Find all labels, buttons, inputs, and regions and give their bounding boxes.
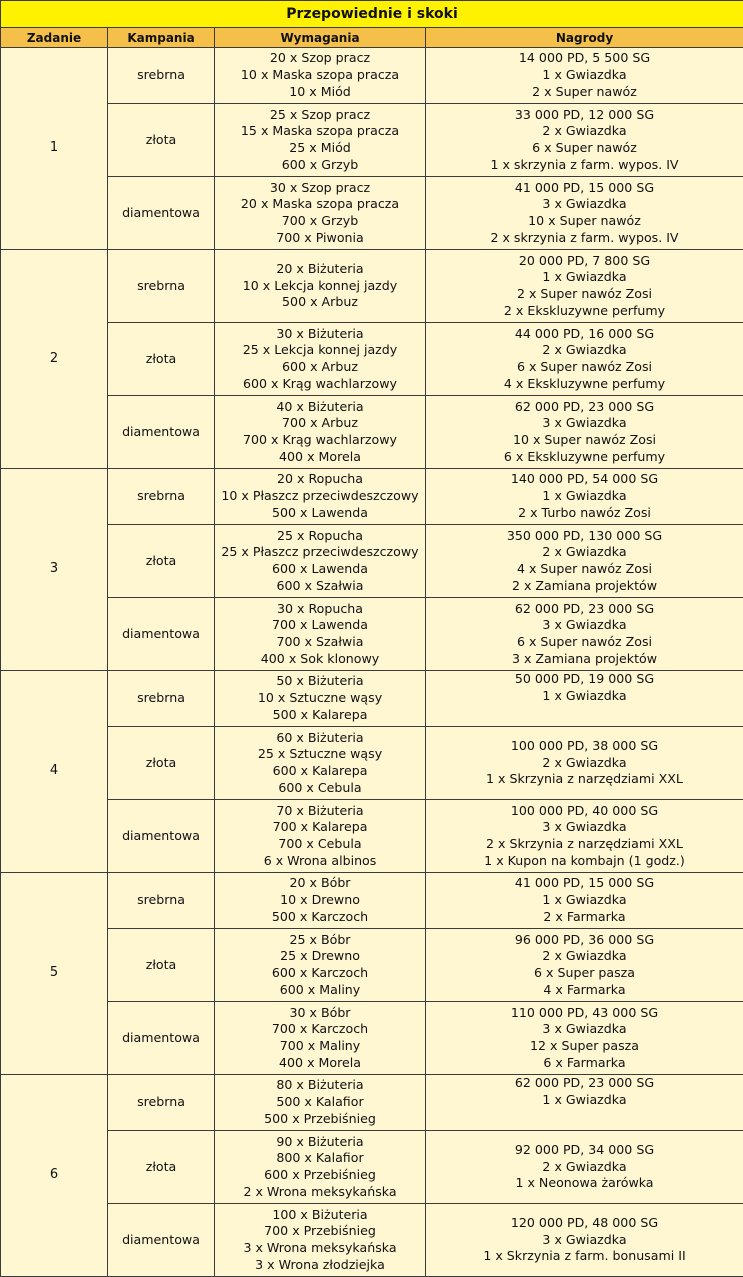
requirements-cell-line: 6 x Wrona albinos xyxy=(263,852,377,868)
requirements-cell-line: 500 x Przebiśnieg xyxy=(264,1110,376,1126)
rewards-cell-line: 1 x Kupon na kombajn (1 godz.) xyxy=(484,852,685,868)
table-row xyxy=(1,598,743,671)
requirements-cell-line: 90 x Biżuteria xyxy=(276,1133,364,1149)
requirements-cell-line: 25 x Płaszcz przeciwdeszczowy xyxy=(221,544,419,560)
rewards-cell xyxy=(426,104,743,177)
requirements-cell xyxy=(215,469,426,525)
rewards-cell xyxy=(426,1204,743,1277)
requirements-cell xyxy=(215,1204,426,1277)
requirements-cell-line: 10 x Miód xyxy=(289,83,351,99)
rewards-cell xyxy=(426,1075,743,1131)
rewards-cell xyxy=(426,1002,743,1075)
table-row xyxy=(1,1075,743,1131)
rewards-cell-line: 2 x Gwiazdka xyxy=(542,1158,627,1174)
rewards-cell-line: 2 x Gwiazdka xyxy=(542,123,627,139)
rewards-cell-line: 3 x Zamiana projektów xyxy=(511,650,658,666)
requirements-cell-line: 700 x Cebula xyxy=(278,836,362,851)
rewards-cell-line: 1 x Gwiazdka xyxy=(542,892,627,908)
table-row xyxy=(1,396,743,469)
table-row xyxy=(1,104,743,177)
rewards-cell xyxy=(426,396,743,469)
rewards-cell xyxy=(426,1131,743,1204)
requirements-cell-line: 700 x Kalarepa xyxy=(272,819,368,835)
requirements-cell-line: 400 x Morela xyxy=(279,448,361,464)
requirements-cell-line: 600 x Lawenda xyxy=(272,561,368,576)
requirements-cell-line: 25 x Drewno xyxy=(280,948,360,964)
rewards-cell xyxy=(426,250,743,323)
requirements-cell-line: 10 x Drewno xyxy=(280,892,360,908)
task-number: 1 xyxy=(1,48,108,250)
rewards-cell-line: 41 000 PD, 15 000 SG xyxy=(514,179,655,195)
requirements-cell-line: 700 x Przebiśnieg xyxy=(264,1223,376,1239)
table-row xyxy=(1,525,743,598)
rewards-cell-line: 1 x skrzynia z farm. wypos. IV xyxy=(490,156,679,172)
table-body xyxy=(1,48,743,1277)
rewards-cell-line: 2 x Gwiazdka xyxy=(542,754,627,770)
requirements-cell-line: 600 x Arbuz xyxy=(282,359,358,374)
requirements-cell-line: 30 x Biżuteria xyxy=(276,325,364,341)
requirements-cell-line: 600 x Karczoch xyxy=(271,965,369,980)
requirements-cell-line: 40 x Biżuteria xyxy=(276,398,364,414)
requirements-cell-line: 25 x Miód xyxy=(289,140,351,155)
requirements-cell-line: 500 x Lawenda xyxy=(272,504,368,520)
campaign-cell: srebrna xyxy=(108,469,215,525)
requirements-cell-line: 30 x Szop pracz xyxy=(269,179,371,195)
table-row xyxy=(1,177,743,250)
requirements-cell-line: 20 x Biżuteria xyxy=(276,260,364,276)
requirements-cell-line: 3 x Wrona złodziejka xyxy=(255,1256,385,1272)
requirements-cell-line: 25 x Ropucha xyxy=(277,527,363,543)
rewards-cell-line: 62 000 PD, 23 000 SG xyxy=(514,600,655,616)
rewards-cell-line: 96 000 PD, 36 000 SG xyxy=(514,931,655,947)
campaign-cell: złota xyxy=(108,929,215,1002)
task-number: 2 xyxy=(1,250,108,469)
requirements-cell-line: 3 x Wrona meksykańska xyxy=(243,1240,397,1255)
requirements-cell xyxy=(215,1002,426,1075)
requirements-cell-line: 700 x Lawenda xyxy=(272,617,368,633)
rewards-cell-line: 1 x Gwiazdka xyxy=(542,687,627,703)
campaign-cell: diamentowa xyxy=(108,598,215,671)
table-row xyxy=(1,873,743,929)
rewards-cell-line: 6 x Ekskluzywne perfumy xyxy=(503,448,666,464)
requirements-cell-line: 700 x Karczoch xyxy=(271,1021,369,1037)
requirements-cell-line: 25 x Szop pracz xyxy=(269,106,371,122)
rewards-cell-line: 1 x Skrzynia z narzędziami XXL xyxy=(486,771,683,787)
rewards-cell-line: 10 x Super nawóz Zosi xyxy=(512,432,657,447)
requirements-cell-line: 25 x Bóbr xyxy=(289,931,351,947)
requirements-cell-line: 25 x Sztuczne wąsy xyxy=(257,746,383,762)
rewards-cell-line: 1 x Gwiazdka xyxy=(542,67,627,83)
table-row xyxy=(1,323,743,396)
requirements-cell-line: 10 x Sztuczne wąsy xyxy=(257,690,383,706)
header-kampania: Kampania xyxy=(108,28,215,48)
requirements-cell-line: 800 x Kalafior xyxy=(276,1150,364,1166)
requirements-cell xyxy=(215,671,426,727)
rewards-cell-line: 4 x Farmarka xyxy=(543,981,626,997)
rewards-cell-line: 3 x Gwiazdka xyxy=(542,617,627,633)
campaign-cell: srebrna xyxy=(108,671,215,727)
campaign-cell: złota xyxy=(108,323,215,396)
rewards-cell-line: 4 x Ekskluzywne perfumy xyxy=(503,375,666,391)
rewards-cell-line: 3 x Gwiazdka xyxy=(542,819,627,835)
requirements-cell xyxy=(215,873,426,929)
rewards-cell-line: 140 000 PD, 54 000 SG xyxy=(510,471,659,487)
rewards-cell-line: 2 x Super nawóz Zosi xyxy=(516,286,653,301)
requirements-cell-line: 20 x Maska szopa pracza xyxy=(240,196,400,212)
campaign-cell: diamentowa xyxy=(108,396,215,469)
requirements-cell-line: 500 x Kalafior xyxy=(276,1094,364,1110)
task-number: 5 xyxy=(1,873,108,1075)
requirements-cell-line: 20 x Szop pracz xyxy=(269,50,371,66)
requirements-cell xyxy=(215,598,426,671)
requirements-cell-line: 700 x Szałwia xyxy=(276,634,364,649)
requirements-cell-line: 600 x Przebiśnieg xyxy=(264,1167,376,1182)
rewards-cell-line: 2 x Gwiazdka xyxy=(542,544,627,560)
rewards-cell-line: 62 000 PD, 23 000 SG xyxy=(514,1075,655,1090)
rewards-cell-line: 1 x Gwiazdka xyxy=(542,488,627,504)
rewards-cell-line: 33 000 PD, 12 000 SG xyxy=(514,106,655,122)
table-row xyxy=(1,800,743,873)
rewards-cell-line: 44 000 PD, 16 000 SG xyxy=(514,325,655,341)
rewards-cell-line: 3 x Gwiazdka xyxy=(542,415,627,431)
task-number: 6 xyxy=(1,1075,108,1277)
requirements-cell-line: 700 x Grzyb xyxy=(281,213,359,228)
rewards-cell-line: 2 x Turbo nawóz Zosi xyxy=(518,504,651,520)
rewards-cell-line: 2 x Ekskluzywne perfumy xyxy=(503,302,666,318)
requirements-cell-line: 400 x Morela xyxy=(279,1054,361,1070)
task-number: 3 xyxy=(1,469,108,671)
requirements-cell-line: 25 x Lekcja konnej jazdy xyxy=(242,342,398,358)
requirements-cell xyxy=(215,396,426,469)
rewards-cell-line: 6 x Super nawóz Zosi xyxy=(516,634,653,649)
table-row xyxy=(1,469,743,525)
rewards-cell-line: 110 000 PD, 43 000 SG xyxy=(510,1004,659,1020)
requirements-cell-line: 10 x Płaszcz przeciwdeszczowy xyxy=(221,488,419,504)
rewards-cell-line: 4 x Super nawóz Zosi xyxy=(516,561,653,576)
campaign-cell: srebrna xyxy=(108,48,215,104)
rewards-cell xyxy=(426,469,743,525)
campaign-cell: diamentowa xyxy=(108,177,215,250)
rewards-cell-line: 350 000 PD, 130 000 SG xyxy=(506,527,663,543)
rewards-cell-line: 6 x Super pasza xyxy=(534,965,635,980)
rewards-cell-line: 92 000 PD, 34 000 SG xyxy=(514,1141,655,1157)
requirements-cell-line: 600 x Szałwia xyxy=(276,577,364,593)
requirements-cell-line: 10 x Lekcja konnej jazdy xyxy=(242,277,398,293)
table-row xyxy=(1,671,743,727)
campaign-cell: srebrna xyxy=(108,250,215,323)
rewards-cell-line: 10 x Super nawóz xyxy=(528,213,641,228)
rewards-cell-line: 50 000 PD, 19 000 SG xyxy=(514,671,655,686)
requirements-cell-line: 700 x Krąg wachlarzowy xyxy=(242,432,398,447)
rewards-cell-line: 1 x Gwiazdka xyxy=(542,1091,627,1107)
rewards-cell-line: 2 x Super nawóz xyxy=(532,83,637,99)
rewards-cell xyxy=(426,873,743,929)
requirements-cell-line: 600 x Grzyb xyxy=(281,156,359,172)
rewards-cell-line: 3 x Gwiazdka xyxy=(542,196,627,212)
rewards-cell xyxy=(426,671,743,727)
requirements-cell-line: 70 x Biżuteria xyxy=(276,802,364,818)
requirements-cell xyxy=(215,177,426,250)
requirements-cell xyxy=(215,1075,426,1131)
rewards-cell xyxy=(426,48,743,104)
campaign-cell: srebrna xyxy=(108,1075,215,1131)
requirements-cell-line: 15 x Maska szopa pracza xyxy=(240,123,400,139)
table-row xyxy=(1,929,743,1002)
requirements-cell-line: 30 x Ropucha xyxy=(277,600,363,616)
rewards-cell-line: 62 000 PD, 23 000 SG xyxy=(514,398,655,414)
requirements-cell xyxy=(215,727,426,800)
campaign-cell: złota xyxy=(108,1131,215,1204)
rewards-cell xyxy=(426,800,743,873)
rewards-cell xyxy=(426,525,743,598)
rewards-cell-line: 1 x Skrzynia z farm. bonusami II xyxy=(483,1248,686,1264)
requirements-cell-line: 20 x Ropucha xyxy=(277,471,363,487)
requirements-cell xyxy=(215,800,426,873)
requirements-cell-line: 100 x Biżuteria xyxy=(272,1206,368,1222)
rewards-cell-line: 2 x skrzynia z farm. wypos. IV xyxy=(490,229,679,245)
requirements-cell xyxy=(215,323,426,396)
rewards-cell-line: 100 000 PD, 40 000 SG xyxy=(510,802,659,818)
campaign-cell: złota xyxy=(108,727,215,800)
rewards-cell-line: 2 x Gwiazdka xyxy=(542,342,627,358)
campaign-cell: złota xyxy=(108,525,215,598)
header-wymagania: Wymagania xyxy=(215,28,426,48)
requirements-cell xyxy=(215,525,426,598)
rewards-cell xyxy=(426,727,743,800)
requirements-cell-line: 600 x Kalarepa xyxy=(272,763,368,778)
table-row xyxy=(1,727,743,800)
campaign-cell: złota xyxy=(108,104,215,177)
rewards-cell-line: 6 x Super nawóz Zosi xyxy=(516,359,653,374)
rewards-cell xyxy=(426,598,743,671)
requirements-cell-line: 700 x Piwonia xyxy=(276,229,364,245)
task-number: 4 xyxy=(1,671,108,873)
campaign-cell: diamentowa xyxy=(108,1204,215,1277)
rewards-cell-line: 12 x Super pasza xyxy=(530,1038,639,1053)
requirements-cell xyxy=(215,250,426,323)
requirements-cell-line: 30 x Bóbr xyxy=(289,1004,351,1020)
requirements-cell-line: 700 x Maliny xyxy=(279,1038,361,1053)
rewards-cell-line: 3 x Gwiazdka xyxy=(542,1231,627,1247)
rewards-cell-line: 20 000 PD, 7 800 SG xyxy=(518,252,651,268)
requirements-cell xyxy=(215,929,426,1002)
requirements-cell-line: 700 x Arbuz xyxy=(282,415,358,431)
requirements-cell-line: 2 x Wrona meksykańska xyxy=(243,1183,397,1199)
table-row xyxy=(1,48,743,104)
campaign-cell: diamentowa xyxy=(108,800,215,873)
requirements-cell-line: 50 x Biżuteria xyxy=(276,673,364,689)
rewards-cell xyxy=(426,929,743,1002)
header-zadanie: Zadanie xyxy=(1,28,108,48)
table-row xyxy=(1,1204,743,1277)
requirements-cell-line: 10 x Maska szopa pracza xyxy=(240,67,400,83)
table-row xyxy=(1,250,743,323)
rewards-cell-line: 2 x Gwiazdka xyxy=(542,948,627,964)
requirements-cell xyxy=(215,1131,426,1204)
rewards-cell-line: 6 x Farmarka xyxy=(543,1054,626,1070)
table-title: Przepowiednie i skoki xyxy=(1,1,743,28)
rewards-cell-line: 41 000 PD, 15 000 SG xyxy=(514,875,655,891)
campaign-cell: diamentowa xyxy=(108,1002,215,1075)
rewards-cell-line: 100 000 PD, 38 000 SG xyxy=(510,737,659,753)
rewards-cell-line: 2 x Zamiana projektów xyxy=(511,577,658,593)
rewards-cell xyxy=(426,323,743,396)
requirements-cell xyxy=(215,104,426,177)
rewards-cell-line: 2 x Skrzynia z narzędziami XXL xyxy=(486,836,683,851)
requirements-cell-line: 20 x Bóbr xyxy=(289,875,351,891)
rewards-cell-line: 120 000 PD, 48 000 SG xyxy=(510,1214,659,1230)
requirements-cell-line: 80 x Biżuteria xyxy=(276,1077,364,1093)
table-row xyxy=(1,1131,743,1204)
requirements-cell-line: 600 x Cebula xyxy=(278,779,362,795)
requirements-cell-line: 500 x Kalarepa xyxy=(272,706,368,722)
rewards-cell-line: 1 x Gwiazdka xyxy=(542,269,627,285)
requirements-cell-line: 600 x Maliny xyxy=(279,981,361,997)
requirements-cell-line: 600 x Krąg wachlarzowy xyxy=(242,375,398,391)
requirements-cell-line: 500 x Arbuz xyxy=(282,294,358,310)
rewards-cell xyxy=(426,177,743,250)
requirements-cell xyxy=(215,48,426,104)
rewards-cell-line: 2 x Farmarka xyxy=(543,908,626,924)
header-nagrody: Nagrody xyxy=(426,28,743,48)
rewards-cell-line: 1 x Neonowa żarówka xyxy=(515,1175,654,1191)
requirements-cell-line: 500 x Karczoch xyxy=(271,908,369,924)
rewards-cell-line: 3 x Gwiazdka xyxy=(542,1021,627,1037)
requirements-cell-line: 60 x Biżuteria xyxy=(276,729,364,745)
table-row xyxy=(1,1002,743,1075)
requirements-cell-line: 400 x Sok klonowy xyxy=(260,650,380,666)
campaign-cell: srebrna xyxy=(108,873,215,929)
rewards-cell-line: 14 000 PD, 5 500 SG xyxy=(518,50,651,66)
rewards-cell-line: 6 x Super nawóz xyxy=(532,140,637,155)
